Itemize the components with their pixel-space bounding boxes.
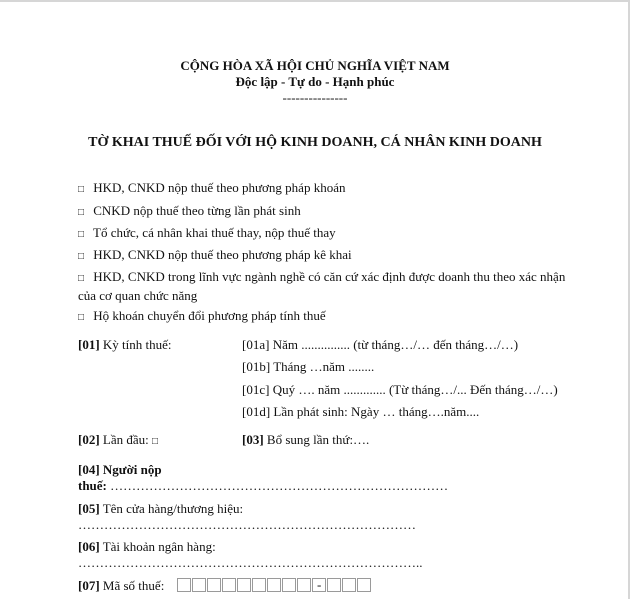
- option-label: HKD, CNKD trong lĩnh vực ngành nghề có căn cứ xác định được doanh thu theo xác nhận của cơ quan chức năng: [78, 269, 566, 303]
- checkbox-icon[interactable]: □: [78, 273, 85, 284]
- period-line-code: [01d]: [242, 404, 271, 419]
- first-time-checkbox-icon[interactable]: □: [152, 436, 159, 447]
- bank-input[interactable]: ……………………………………………………………………..: [78, 555, 423, 570]
- tax-code-digit-box[interactable]: [207, 578, 221, 592]
- option-label: CNKD nộp thuế theo từng lần phát sinh: [93, 203, 301, 218]
- tax-code-digit-box[interactable]: [237, 578, 251, 592]
- tax-code-digit-box[interactable]: [297, 578, 311, 592]
- tax-code-digit-box[interactable]: [267, 578, 281, 592]
- option-label: Hộ khoán chuyển đổi phương pháp tính thuế: [93, 308, 326, 323]
- store-code: [05]: [78, 501, 100, 516]
- tax-code-digit-box[interactable]: [357, 578, 371, 592]
- period-line-code: [01b]: [242, 359, 271, 374]
- store-input[interactable]: ……………………………………………………………………: [78, 517, 416, 532]
- motto: Độc lập - Tự do - Hạnh phúc: [235, 74, 395, 89]
- period-code: [01]: [78, 337, 100, 352]
- taxpayer-label: Người nộp: [102, 462, 162, 477]
- checkbox-icon[interactable]: □: [78, 312, 85, 323]
- tax-code-text: Mã số thuế:: [102, 578, 165, 593]
- taxpayer-field: [78, 477, 448, 494]
- checkbox-icon[interactable]: □: [78, 184, 85, 195]
- tax-code-digit-box[interactable]: [177, 578, 191, 592]
- option-item: [78, 268, 573, 304]
- period-line-01c: [242, 381, 558, 398]
- tax-code-digit-box[interactable]: [222, 578, 236, 592]
- option-item: [78, 202, 301, 221]
- period-line-text[interactable]: Năm ............... (từ tháng…/… đến tháng…/…): [272, 337, 519, 352]
- tax-code-main-boxes[interactable]: [177, 578, 327, 592]
- option-item: [78, 246, 352, 265]
- form-title: TỜ KHAI THUẾ ĐỐI VỚI HỘ KINH DOANH, CÁ NHÂN KINH DOANH: [88, 135, 542, 150]
- period-line-text[interactable]: Lần phát sinh: Ngày … tháng….năm....: [273, 404, 480, 419]
- checkbox-icon[interactable]: □: [78, 251, 85, 262]
- bank-label: [78, 538, 216, 555]
- first-time-label: Lần đầu:: [102, 432, 149, 447]
- option-item: [78, 179, 345, 198]
- checkbox-icon[interactable]: □: [78, 229, 85, 240]
- tax-code-digit-box[interactable]: [192, 578, 206, 592]
- tax-code-dash: -: [317, 577, 322, 592]
- taxpayer-label-line1: [78, 461, 162, 478]
- first-time-code: [02]: [78, 432, 100, 447]
- taxpayer-label-2: thuế:: [78, 478, 107, 493]
- tax-code-branch-boxes[interactable]: [327, 578, 372, 592]
- taxpayer-input[interactable]: ……………………………………………………………………: [110, 478, 449, 493]
- option-item: [78, 224, 336, 243]
- supplement-field: [242, 431, 369, 448]
- period-label: [78, 336, 172, 353]
- supplement-label[interactable]: Bổ sung lần thứ:….: [266, 432, 370, 447]
- store-text: Tên cửa hàng/thương hiệu:: [102, 501, 244, 516]
- bank-code: [06]: [78, 539, 100, 554]
- taxpayer-code: [04]: [78, 462, 100, 477]
- period-line-01d: [242, 403, 479, 420]
- option-label: Tổ chức, cá nhân khai thuế thay, nộp thuế thay: [93, 225, 336, 240]
- period-line-code: [01a]: [242, 337, 270, 352]
- option-item: [78, 307, 326, 326]
- option-label: HKD, CNKD nộp thuế theo phương pháp kê khai: [93, 247, 352, 262]
- period-line-text[interactable]: Quý …. năm ............. (Từ tháng…/... Đến tháng…/…): [272, 382, 558, 397]
- tax-code-digit-box[interactable]: [327, 578, 341, 592]
- period-line-text[interactable]: Tháng …năm ........: [273, 359, 375, 374]
- tax-code-digit-box[interactable]: [252, 578, 266, 592]
- tax-code-code: [07]: [78, 578, 100, 593]
- header-separator: ---------------: [282, 90, 348, 105]
- period-line-code: [01c]: [242, 382, 270, 397]
- option-label: HKD, CNKD nộp thuế theo phương pháp khoán: [93, 180, 346, 195]
- tax-code-label: [78, 577, 164, 594]
- period-text: Kỳ tính thuế:: [102, 337, 172, 352]
- bank-text: Tài khoản ngân hàng:: [102, 539, 216, 554]
- page-top-border: [0, 0, 630, 2]
- period-line-01b: [242, 358, 374, 375]
- tax-code-digit-box[interactable]: [342, 578, 356, 592]
- supplement-code: [03]: [242, 432, 264, 447]
- period-line-01a: [242, 336, 518, 353]
- first-time-field: [78, 431, 164, 450]
- tax-code-digit-box[interactable]: [282, 578, 296, 592]
- store-label: [78, 500, 243, 517]
- checkbox-icon[interactable]: □: [78, 207, 85, 218]
- country-name: CỘNG HÒA XÃ HỘI CHỦ NGHĨA VIỆT NAM: [180, 58, 450, 73]
